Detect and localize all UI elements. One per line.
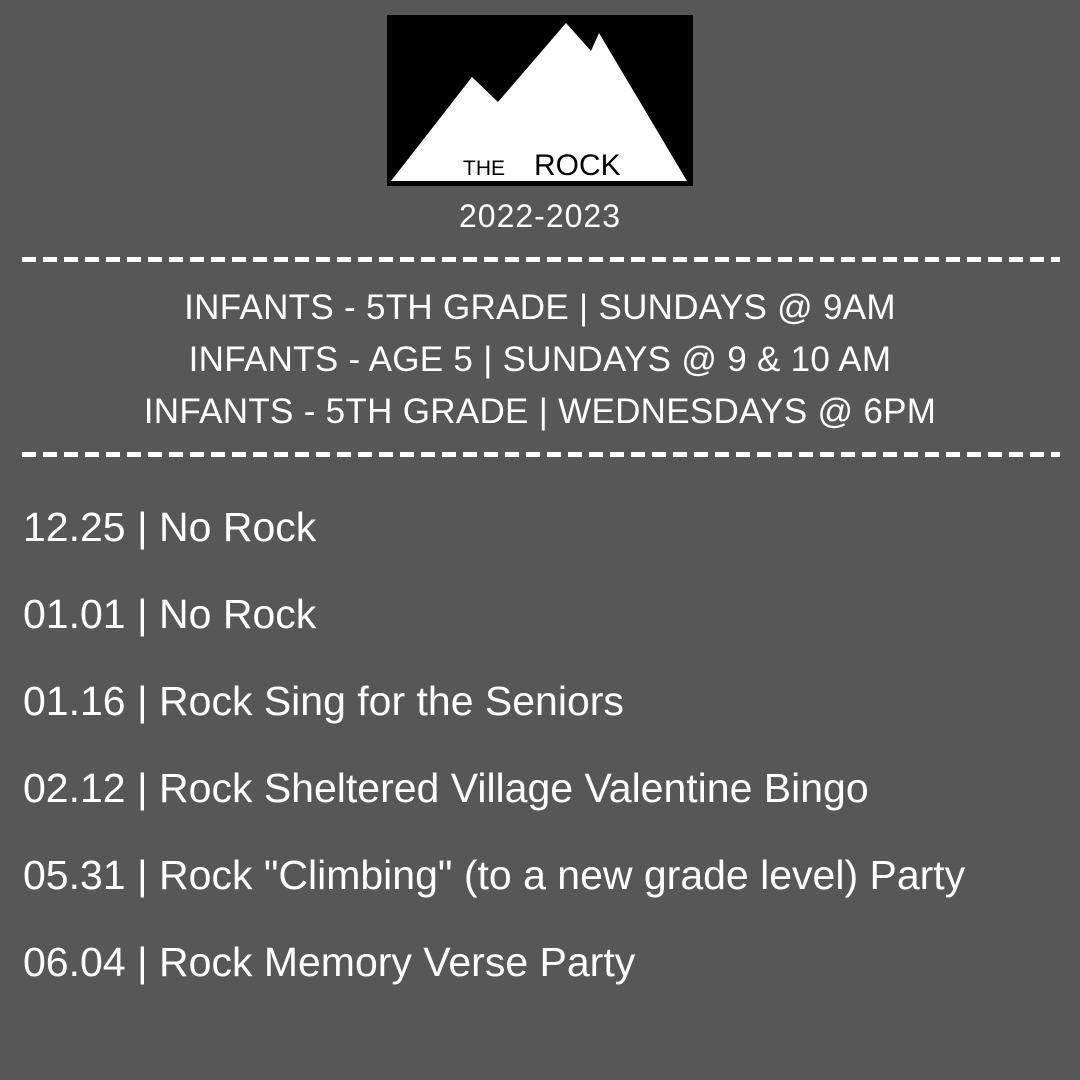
logo — [387, 15, 693, 186]
divider-bottom — [22, 452, 1060, 457]
event-row: 01.16 | Rock Sing for the Seniors — [23, 678, 624, 724]
event-row: 01.01 | No Rock — [23, 591, 317, 637]
event-row: 02.12 | Rock Sheltered Village Valentine Bingo — [23, 765, 869, 811]
mountain-logo-icon — [387, 15, 693, 186]
event-row: 12.25 | No Rock — [23, 504, 317, 550]
schedule-line: INFANTS - 5TH GRADE | SUNDAYS @ 9AM — [184, 288, 896, 327]
logo-text-rock: ROCK — [534, 149, 621, 182]
schedule-line: INFANTS - AGE 5 | SUNDAYS @ 9 & 10 AM — [188, 340, 892, 379]
schedule-list — [0, 282, 1080, 438]
year-range: 2022-2023 — [458, 198, 622, 234]
logo-text-the: THE — [463, 157, 505, 180]
divider-top — [22, 257, 1060, 262]
event-row: 05.31 | Rock "Climbing" (to a new grade level) Party — [23, 852, 966, 898]
schedule-line: INFANTS - 5TH GRADE | WEDNESDAYS @ 6PM — [143, 392, 937, 431]
event-row: 06.04 | Rock Memory Verse Party — [23, 939, 636, 985]
events-list — [23, 484, 1073, 1006]
